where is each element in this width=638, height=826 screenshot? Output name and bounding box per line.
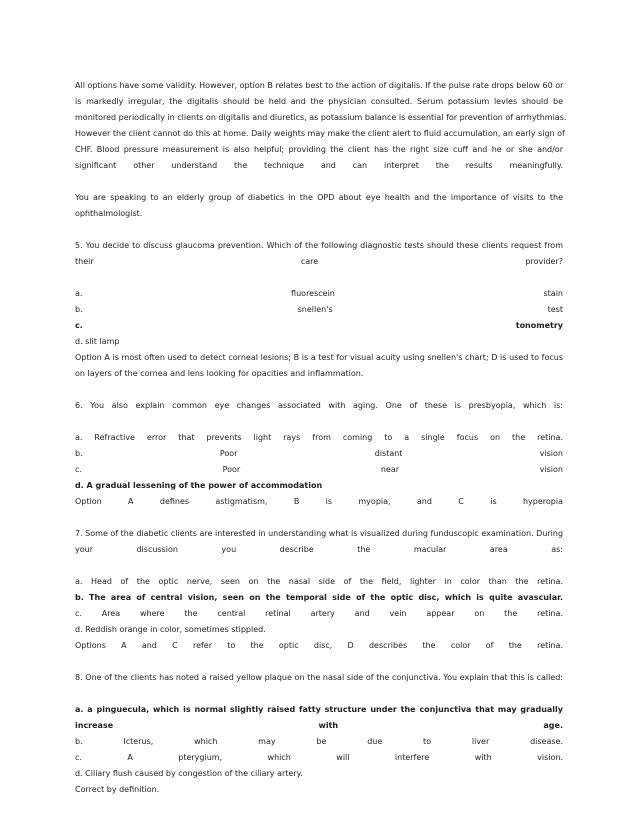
text-line: d. A gradual lessening of the power of accommodation <box>75 481 323 490</box>
paragraph-gap <box>75 686 563 702</box>
text-line: b. snellen's test <box>75 305 563 314</box>
paragraph-gap <box>75 222 563 238</box>
text-line: CHF. Blood pressure measurement is also helpful; providing the client has the right size cuff and he or she and/or <box>75 145 563 154</box>
paragraph-gap <box>75 414 563 430</box>
paragraph <box>75 430 563 510</box>
paragraph <box>75 526 563 558</box>
text-line: 6. You also explain common eye changes associated with aging. One of these is presbyopia, which is: <box>75 401 563 410</box>
text-line: on layers of the cornea and lens looking for opacities and inflammation. <box>75 369 364 378</box>
paragraph <box>75 78 567 174</box>
text-line: d. Reddish orange in color, sometimes stippled. <box>75 625 266 634</box>
text-line: increase with age. <box>75 721 563 730</box>
paragraph <box>75 670 563 686</box>
paragraph-gap <box>75 270 563 286</box>
text-line: d. slit lamp <box>75 337 120 346</box>
paragraph <box>75 190 563 222</box>
text-line: monitored periodically in clients on digitalis and diuretics, as potassium balance is essential for prevention of arrhythmias. <box>75 113 567 122</box>
paragraph-gap <box>75 654 563 670</box>
document-page <box>75 78 567 798</box>
paragraph <box>75 238 563 270</box>
text-line: ophthalmologist. <box>75 209 143 218</box>
text-line: Option A is most often used to detect corneal lesions; B is a test for visual acuity using snellen's chart; D is used to focus <box>75 353 563 362</box>
text-line: a. Refractive error that prevents light rays from coming to a single focus on the retina. <box>75 433 563 442</box>
text-line: However the client cannot do this at home. Daily weights may make the client alert to fluid accumulation, an early sign of <box>75 129 565 138</box>
text-line: is markedly irregular, the digitalis should be held and the physician consulted. Serum potassium levles should be <box>75 97 563 106</box>
text-line: 7. Some of the diabetic clients are interested in understanding what is visualized during funduscopic examination. During <box>75 529 564 538</box>
text-line: d. Ciliary flush caused by congestion of the ciliary artery. <box>75 769 303 778</box>
text-line: a. fluorescein stain <box>75 289 563 298</box>
text-line: their care provider? <box>75 257 563 266</box>
paragraph <box>75 702 563 798</box>
text-line: You are speaking to an elderly group of diabetics in the OPD about eye health and the importance of visits to the <box>75 193 563 202</box>
text-line: c. Area where the central retinal artery and vein appear on the retina. <box>75 609 563 618</box>
paragraph <box>75 398 563 414</box>
paragraph-gap <box>75 558 563 574</box>
text-line: 5. You decide to discuss glaucoma prevention. Which of the following diagnostic tests should these clients request from <box>75 241 563 250</box>
text-line: Option A defines astigmatism, B is myopia, and C is hyperopia <box>75 497 563 506</box>
text-line: 8. One of the clients has noted a raised yellow plaque on the nasal side of the conjunctiva. You explain that this is called: <box>75 673 563 682</box>
text-line: c. Poor near vision <box>75 465 563 474</box>
text-line: significant other understand the technique and can interpret the results meaningfully. <box>75 161 563 170</box>
text-line: a. a pinguecula, which is normal slightly raised fatty structure under the conjunctiva that may gradually <box>75 705 563 714</box>
text-line: a. Head of the optic nerve, seen on the nasal side of the field, lighter in color than the retina. <box>75 577 563 586</box>
text-line: Options A and C refer to the optic disc, D describes the color of the retina. <box>75 641 563 650</box>
text-line: b. Icterus, which may be due to liver disease. <box>75 737 563 746</box>
paragraph-gap <box>75 510 563 526</box>
text-line: b. The area of central vision, seen on the temporal side of the optic disc, which is quite avascular. <box>75 593 563 602</box>
text-line: Correct by definition. <box>75 785 160 794</box>
text-line: your discussion you describe the macular area as: <box>75 545 563 554</box>
paragraph <box>75 286 563 382</box>
paragraph-gap <box>75 174 563 190</box>
paragraph <box>75 574 563 654</box>
text-line: All options have some validity. However, option B relates best to the action of digitalis. If the pulse rate drops below 60 or <box>75 81 564 90</box>
text-line: b. Poor distant vision <box>75 449 563 458</box>
text-line: c. A pterygium, which will interfere with vision. <box>75 753 563 762</box>
paragraph-gap <box>75 382 563 398</box>
text-line: c. tonometry <box>75 321 563 330</box>
